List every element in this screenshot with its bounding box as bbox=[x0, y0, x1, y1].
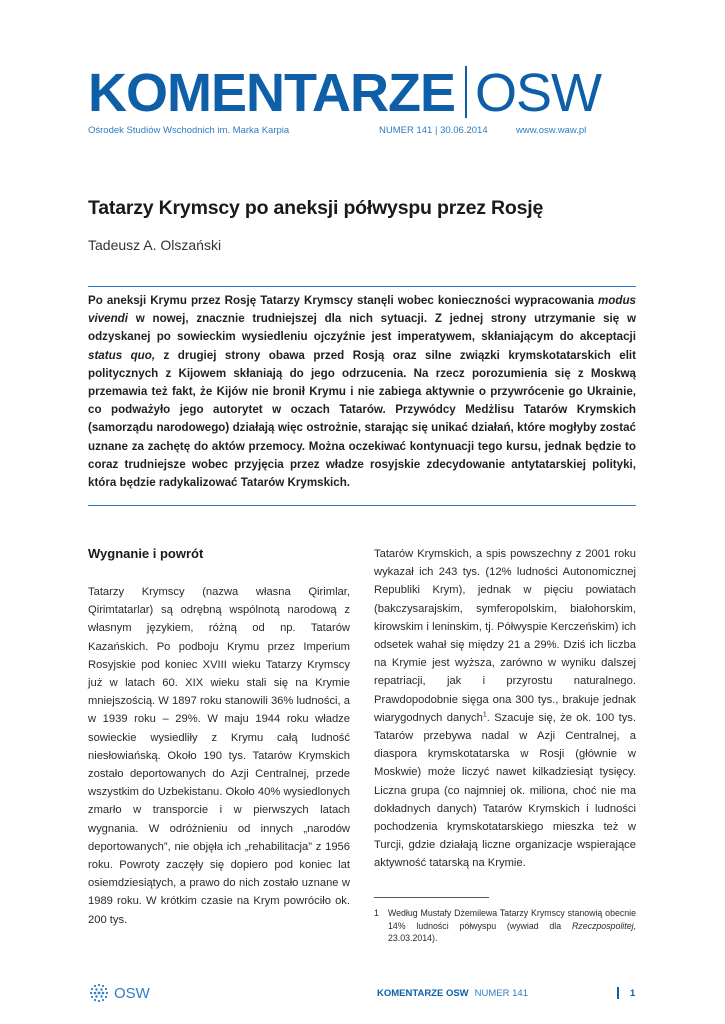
lead-text-3: z drugiej strony obawa przed Rosją oraz silne związki krymskotatarskich elit politycznych z Kijowem skłaniają do jego odrzucenia. Na rzecz porozumienia się z Moskwą przemawia też fakt, że Kijów nie bronił Krymu i nie zabiega aktywnie o przywrócenie go Ukrainie, co podważyło jego autorytet w oczach Tatarów. Przywódcy Medżlisu Tatarów Krymskich (samorządu narodowego) działają więc ostrożnie, starając się unikać działań, które mogłyby zostać uznane za zachętę do aktów przemocy. Można oczekiwać kontynuacji tego kursu, jednak będzie to coraz trudniejsze wobec przyjęcia przez władze rosyjskie zdecydowanie antytatarskiej polityki, która będzie radykalizować Tatarów Krymskich. bbox=[88, 348, 636, 490]
brand-divider bbox=[465, 66, 467, 118]
lead-text-1: Po aneksji Krymu przez Rosję Tatarzy Krymscy stanęli wobec konieczności wypracowania bbox=[88, 294, 598, 307]
lead-top-rule bbox=[88, 286, 636, 287]
footnote-text-end: , 23.03.2014). bbox=[388, 920, 636, 943]
body-text-a: Tatarów Krymskich, a spis powszechny z 2001 roku wykazał ich 243 tys. (12% ludności Autonomicznej Republiki Krym), jednak w pięciu powiatach (bakczysarajskim, symferopolskim, białohorskim, kirowskim i leninskim, tj. Półwyspie Kerczeńskim) ich odsetek wahał się między 21 a 29%. Dziś ich liczba na Krymie jest wyższa, zarówno w wyniku dalszej repatriacji, jak i przyrostu naturalnego. Prawdopodobnie sięga ona 300 tys., brakuje jednak wiarygodnych danych bbox=[374, 548, 636, 724]
brand-suffix: OSW bbox=[474, 63, 601, 123]
body-column-left bbox=[88, 545, 350, 929]
footnote-ref[interactable]: 1 bbox=[482, 711, 487, 719]
footer-divider bbox=[617, 987, 619, 999]
footer-logo bbox=[88, 982, 150, 1004]
footnote-number: 1 bbox=[374, 908, 379, 918]
footnote-rule bbox=[374, 897, 489, 898]
lead-italic-2: status quo, bbox=[88, 348, 156, 362]
website-link[interactable]: www.osw.waw.pl bbox=[516, 125, 587, 136]
body-paragraph-left: Tatarzy Krymscy (nazwa własna Qirimlar, Qirimtatarlar) są odrębną wspólnotą narodową z własnym językiem, różną od np. Tatarów Kazańskich. Po podboju Krymu przez Imperium Rosyjskie pod koniec XVIII wieku Tatarzy Krymscy już w latach 60. XIX wieku stali się na Krymie mniejszością. W 1897 roku stanowili 36% ludności, a w 1939 roku – 29%. W maju 1944 roku władze sowieckie wysiedliły z Krymu całą ludność niesłowiańską. Około 190 tys. Tatarów Krymskich zostało deportowanych do Azji Centralnej, przede wszystkim do Uzbekistanu. Około 40% wysiedlonych zmarło w transporcie i w pierwszych latach wygnania. W odróżnieniu od innych „narodów deportowanych”, nie objęła ich „rehabilitacja” z 1956 roku. Powroty zaczęły się dopiero pod koniec lat osiemdziesiątych, a prawo do nich zostało uznane w 1989 roku. W krótkim czasie na Krym powróciło ok. 200 tys. bbox=[88, 586, 350, 926]
body-column-right bbox=[374, 545, 636, 873]
footnote-text-main: Według Mustafy Dżemilewa Tatarzy Krymscy stanowią obecnie 14% ludności półwyspu (wywiad dla bbox=[388, 908, 636, 931]
lead-paragraph bbox=[88, 292, 636, 492]
org-name: Ośrodek Studiów Wschodnich im. Marka Karpia bbox=[88, 125, 290, 136]
lead-italic-1: modus vivendi bbox=[88, 294, 636, 326]
body-text-b: . Szacuje się, że ok. 100 tys. Tatarów przebywa nadal w Azji Centralnej, a diaspora krymskotatarska w Rosji (głównie w Moskwie) może liczyć nawet kilkadziesiąt tysięcy. Liczna grupa (co najmniej ok. miliona, choć nie ma dokładnych danych) Tatarów Krymskich i ludności pochodzenia krymskotatarskiego mieszka też w Turcji, gdzie działają liczne organizacje wspierające aktywność tatarską na Krymie. bbox=[374, 711, 637, 870]
footnote-text bbox=[388, 907, 636, 945]
section-heading: Wygnanie i powrót bbox=[88, 546, 204, 561]
article-author: Tadeusz A. Olszański bbox=[88, 237, 222, 253]
globe-icon bbox=[88, 982, 110, 1004]
footer-issue: NUMER 141 bbox=[474, 988, 528, 999]
issue-info: NUMER 141 | 30.06.2014 bbox=[379, 125, 488, 136]
masthead bbox=[88, 60, 601, 123]
lead-bottom-rule bbox=[88, 505, 636, 506]
footer-logo-text: OSW bbox=[114, 984, 150, 1002]
footer-brand: KOMENTARZE OSW bbox=[377, 988, 469, 999]
page-number: 1 bbox=[630, 988, 636, 999]
lead-text-2: w nowej, znacznie trudniejszej dla nich sytuacji. Z jednej strony utrzymanie się w odzyskanej po sowieckim wysiedleniu ojczyźnie jest imperatywem, skłaniającym do akceptacji bbox=[88, 312, 636, 344]
body-paragraph-right bbox=[374, 545, 636, 873]
footnote-source: Rzeczpospolitej bbox=[571, 920, 634, 931]
footer-publication bbox=[377, 988, 528, 999]
brand-title: KOMENTARZE bbox=[88, 63, 455, 123]
article-title: Tatarzy Krymscy po aneksji półwyspu przez Rosję bbox=[88, 197, 544, 219]
footnote bbox=[374, 907, 636, 945]
